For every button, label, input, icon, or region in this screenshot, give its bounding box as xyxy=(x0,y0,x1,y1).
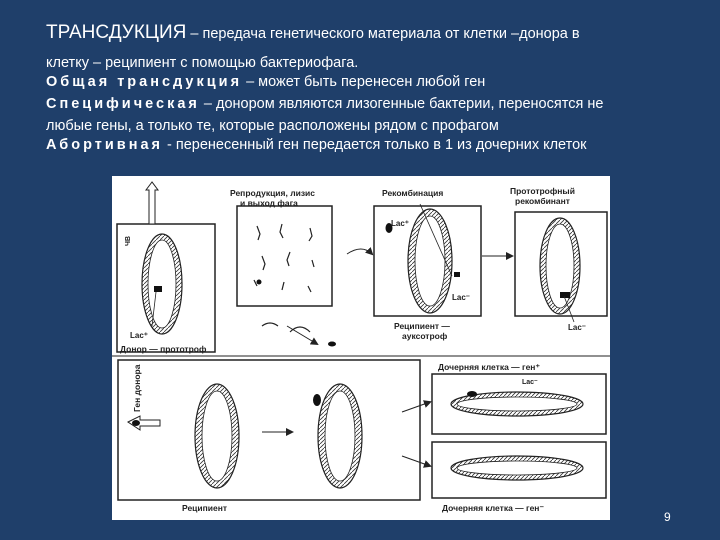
prototroph-panel xyxy=(515,212,607,322)
slide-number: 9 xyxy=(664,510,671,524)
repro-label-2: и выход фага xyxy=(240,198,298,208)
specific-transduction-text: – донором являются лизогенные бактерии, переносятся не xyxy=(199,96,604,112)
specific-transduction-line xyxy=(46,96,603,112)
general-transduction-text: – может быть перенесен любой ген xyxy=(242,74,486,90)
specific-transduction-term: Специфическая xyxy=(46,96,200,112)
recipient-auxotroph-label-2: ауксотроф xyxy=(402,331,448,341)
vertical-marker-label: ЧВ xyxy=(125,236,132,246)
definition-continuation: клетку – реципиент с помощью бактериофага. xyxy=(46,55,359,71)
prototroph-label-1: Прототрофный xyxy=(510,186,575,196)
recipient-auxotroph-label-1: Реципиент — xyxy=(394,321,450,331)
recomb-lac-plus-label: Lac⁺ xyxy=(391,219,410,228)
prototroph-lac-minus-label: Lac⁻ xyxy=(568,323,587,332)
daughter-cells-panel xyxy=(402,374,606,498)
donor-label: Донор — прототроф xyxy=(120,344,207,354)
prototroph-label-2: рекомбинант xyxy=(515,196,570,206)
abortive-transduction-line xyxy=(46,137,587,153)
abortive-transduction-term: Абортивная xyxy=(46,137,163,153)
abortive-transduction-text: - перенесенный ген передается только в 1 из дочерних клеток xyxy=(162,137,587,153)
phage-reproduction-panel xyxy=(237,206,336,347)
transduction-diagram xyxy=(112,176,610,520)
donor-lac-plus-label: Lac⁺ xyxy=(130,331,149,340)
recombination-label: Рекомбинация xyxy=(382,188,444,198)
gene-donor-label: Ген донора xyxy=(132,364,142,412)
daughter-gene-minus-label: Дочерняя клетка — ген⁻ xyxy=(442,503,544,513)
specific-transduction-continuation: любые гены, а только те, которые расположены рядом с профагом xyxy=(46,118,499,134)
daughter-lac-minus-label: Lac⁻ xyxy=(522,379,538,386)
title-term: ТРАНСДУКЦИЯ xyxy=(46,22,187,43)
general-transduction-line xyxy=(46,74,485,90)
daughter-gene-plus-label: Дочерняя клетка — ген⁺ xyxy=(438,362,540,372)
recombination-panel xyxy=(347,204,512,316)
recipient-label: Реципиент xyxy=(182,503,228,513)
general-transduction-term: Общая трансдукция xyxy=(46,74,243,90)
recomb-lac-minus-label: Lac⁻ xyxy=(452,293,471,302)
recipient-panel xyxy=(118,360,420,500)
repro-label-1: Репродукция, лизис xyxy=(230,188,316,198)
donor-panel xyxy=(117,182,215,352)
title-definition: – передача генетического материала от клетки –донора в xyxy=(186,26,580,42)
title-line xyxy=(46,22,580,44)
